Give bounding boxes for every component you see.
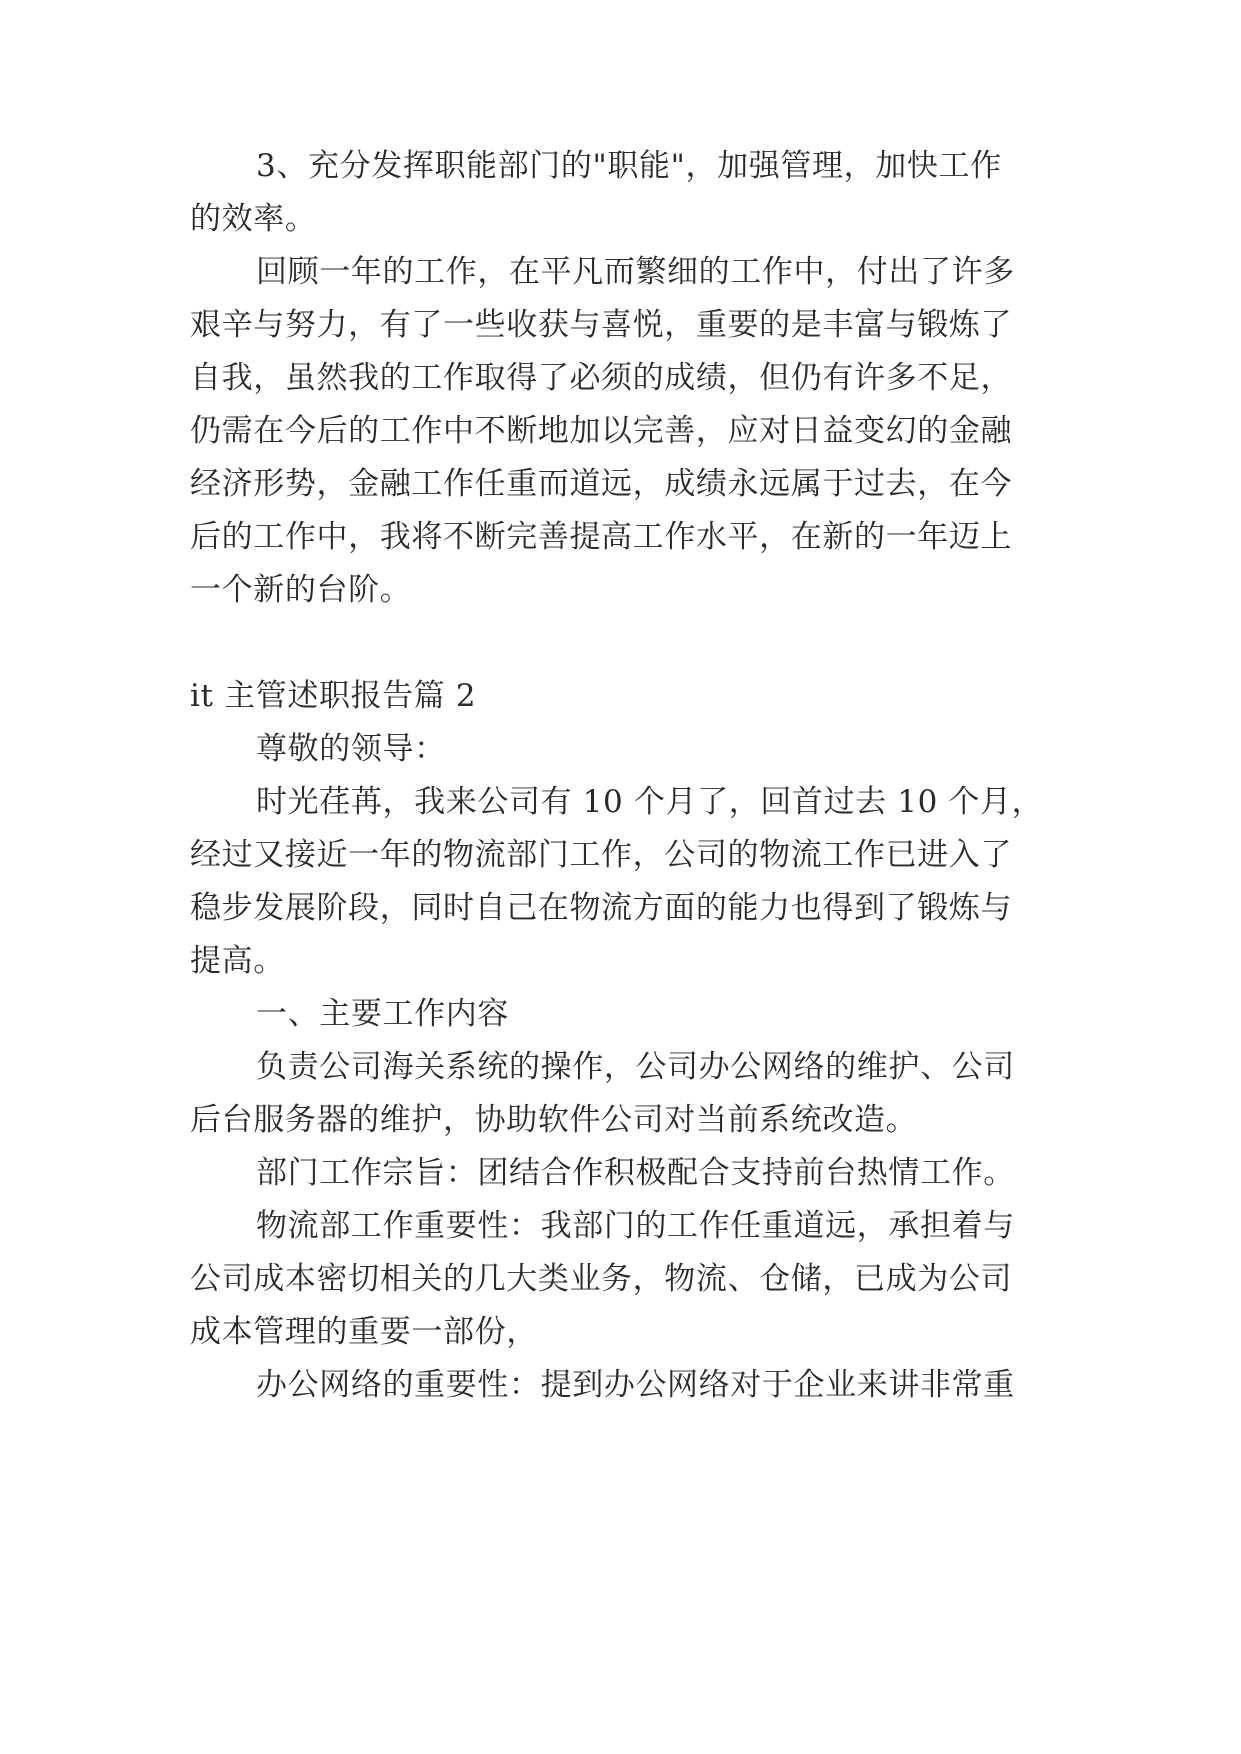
paragraph-line: 一个新的台阶。 <box>190 572 412 608</box>
subsection-heading: 一、主要工作内容 <box>256 996 509 1032</box>
paragraph-line: 负责公司海关系统的操作，公司办公网络的维护、公司 <box>256 1049 1015 1085</box>
paragraph-line: 后台服务器的维护，协助软件公司对当前系统改造。 <box>190 1102 918 1138</box>
section-heading: it 主管述职报告篇 2 <box>190 678 477 714</box>
paragraph-line: 的效率。 <box>190 201 317 237</box>
paragraph-line: 稳步发展阶段，同时自己在物流方面的能力也得到了锻炼与 <box>190 890 1013 926</box>
paragraph-line: 部门工作宗旨：团结合作积极配合支持前台热情工作。 <box>256 1155 1015 1191</box>
paragraph-line: 后的工作中，我将不断完善提高工作水平，在新的一年迈上 <box>190 519 1013 555</box>
paragraph-line: 时光荏苒，我来公司有 10 个月了，回首过去 10 个月， <box>256 784 1044 820</box>
paragraph-line: 3、充分发挥职能部门的"职能"，加强管理，加快工作 <box>256 148 1002 184</box>
paragraph-line: 办公网络的重要性：提到办公网络对于企业来讲非常重 <box>256 1367 1015 1403</box>
paragraph-line: 仍需在今后的工作中不断地加以完善，应对日益变幻的金融 <box>190 413 1013 449</box>
paragraph-line: 回顾一年的工作，在平凡而繁细的工作中，付出了许多 <box>256 254 1015 290</box>
salutation: 尊敬的领导： <box>256 731 446 767</box>
paragraph-line: 艰辛与努力，有了一些收获与喜悦，重要的是丰富与锻炼了 <box>190 307 1013 343</box>
paragraph-line: 自我，虽然我的工作取得了必须的成绩，但仍有许多不足， <box>190 360 1013 396</box>
paragraph-line: 物流部工作重要性：我部门的工作任重道远，承担着与 <box>256 1208 1015 1244</box>
paragraph-line: 成本管理的重要一部份， <box>190 1314 538 1350</box>
paragraph-line: 公司成本密切相关的几大类业务，物流、仓储，已成为公司 <box>190 1261 1013 1297</box>
paragraph-line: 提高。 <box>190 943 285 979</box>
paragraph-line: 经过又接近一年的物流部门工作，公司的物流工作已进入了 <box>190 837 1013 873</box>
paragraph-line: 经济形势，金融工作任重而道远，成绩永远属于过去，在今 <box>190 466 1013 502</box>
